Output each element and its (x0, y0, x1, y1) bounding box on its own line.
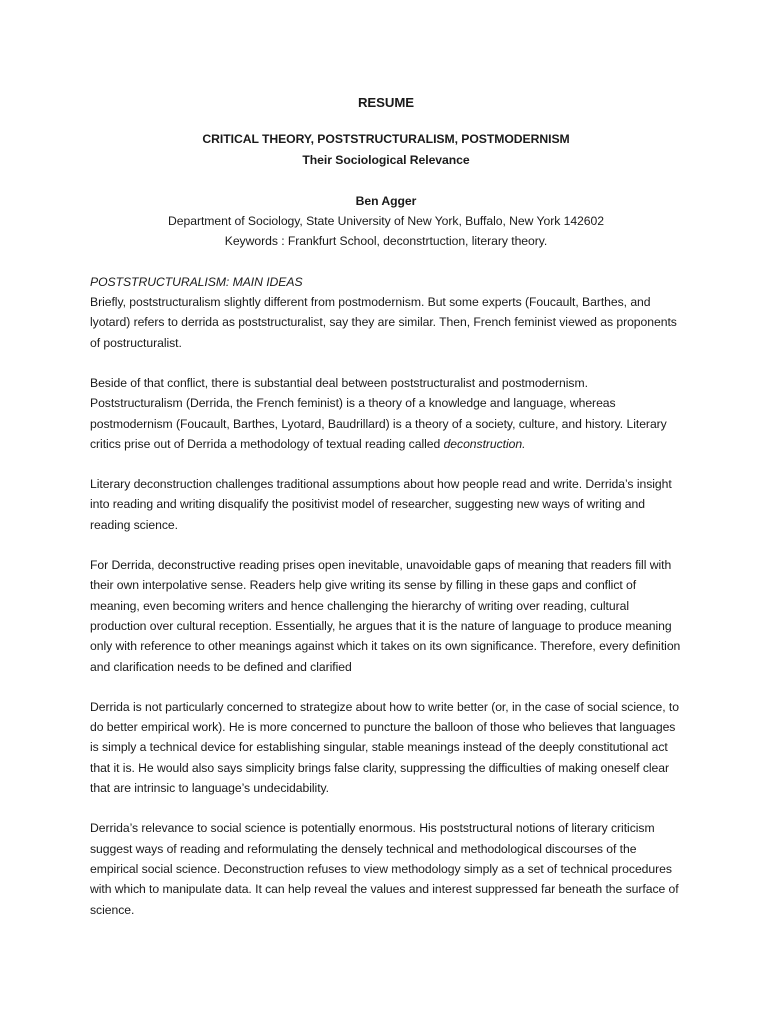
paragraph-1: Briefly, poststructuralism slightly different from postmodernism. But some experts (Foucault, Barthes, and lyotard) refers to derrida as poststructuralist, say they are similar. Then, French feminist viewed as proponents of postructuralist. (90, 295, 677, 350)
paragraph-4: For Derrida, deconstructive reading prises open inevitable, unavoidable gaps of meaning that readers fill with their own interpolative sense. Readers help give writing its sense by filling in these gaps and conflict of meaning, even becoming writers and hence challenging the hierarchy of writing over reading, cultural production over cultural reception. Essentially, he argues that it is the nature of language to produce meaning only with reference to other meanings against which it takes on its own significance. Therefore, every definition and clarification needs to be defined and clarified (90, 558, 681, 674)
document-subtitle-line2: Their Sociological Relevance (302, 152, 470, 167)
paragraph-6: Derrida’s relevance to social science is potentially enormous. His poststructural notions of literary criticism suggest ways of reading and reformulating the densely technical and methodological discourses of the empirical social science. Deconstruction refuses to view methodology simply as a set of technical procedures with which to manipulate data. It can help reveal the values and interest suppressed far beneath the surface of science. (90, 821, 679, 917)
paragraph-3: Literary deconstruction challenges traditional assumptions about how people read and write. Derrida’s insight into reading and writing disqualify the positivist model of researcher, suggesting new ways of writing and reading science. (90, 477, 672, 532)
paragraph-5: Derrida is not particularly concerned to strategize about how to write better (or, in the case of social science, to do better empirical work). He is more concerned to puncture the balloon of those who believes that languages is simply a technical device for establishing singular, stable meanings instead of the deeply constitutional act that it is. He would also says simplicity brings false clarity, suppressing the difficulties of making oneself clear that are intrinsic to language’s undecidability. (90, 699, 679, 796)
deconstruction-term: deconstruction. (443, 436, 526, 451)
paragraph-2 (90, 373, 682, 454)
document-title: RESUME (357, 95, 415, 110)
document-body (90, 93, 682, 940)
author-name: Ben Agger (355, 193, 417, 208)
paragraph-2-text: Beside of that conflict, there is substantial deal between poststructuralist and postmodernism. Poststructuralism (Derrida, the French feminist) is a theory of a knowledge and language, whereas postmodernism (Foucault, Barthes, Lyotard, Baudrillard) is a theory of a society, culture, and history. Literary critics prise out of Derrida a methodology of textual reading called (90, 375, 667, 451)
author-affiliation: Department of Sociology, State University of New York, Buffalo, New York 142602 (168, 214, 604, 229)
author-block (90, 191, 682, 252)
keywords-line: Keywords : Frankfurt School, deconstrtuction, literary theory. (224, 234, 548, 249)
section-heading: POSTSTRUCTURALISM: MAIN IDEAS (90, 274, 303, 289)
document-subtitle-line1: CRITICAL THEORY, POSTSTRUCTURALISM, POSTMODERNISM (202, 132, 570, 147)
